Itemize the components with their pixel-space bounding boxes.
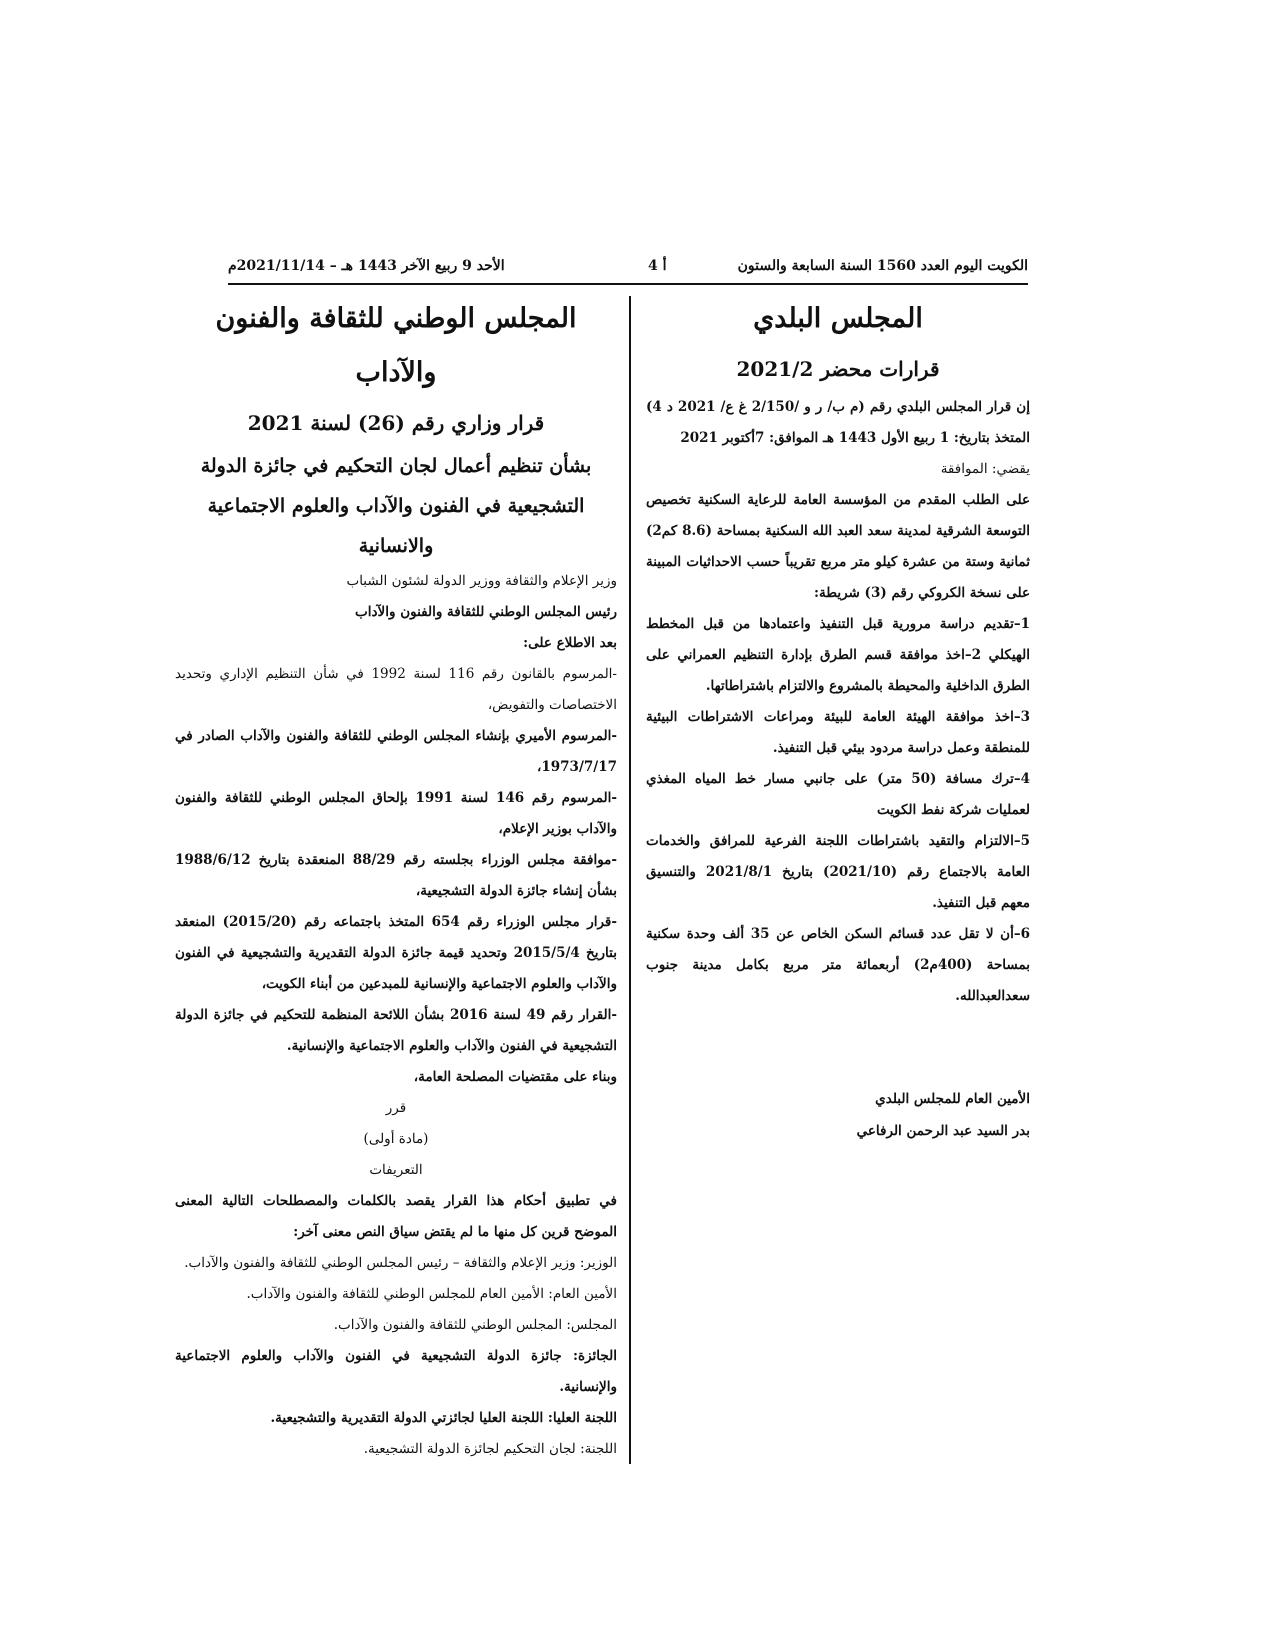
minister-line: وزير الإعلام والثقافة ووزير الدولة لشئون الشباب bbox=[346, 573, 617, 589]
ministerial-decree-title: قرار وزاري رقم (26) لسنة 2021 bbox=[247, 411, 545, 435]
reference-item: -القرار رقم 49 لسنة 2016 بشأن اللائحة المنظمة للتحكيم في جائزة الدولة التشجيعية في الفنون والآداب والعلوم الاجتماعية والإنسانية. bbox=[175, 1007, 617, 1054]
definition-item: اللجنة: لجان التحكيم لجائزة الدولة التشجيعية. bbox=[363, 1441, 617, 1457]
definition-item: الأمين العام: الأمين العام للمجلس الوطني للثقافة والفنون والآداب. bbox=[246, 1286, 617, 1302]
definitions-heading: التعريفات bbox=[369, 1162, 423, 1178]
definitions-intro: في تطبيق أحكام هذا القرار يقصد بالكلمات والمصطلحات التالية المعنى الموضح قرين كل منها ما لم يقتض سياق النص معنى آخر: bbox=[175, 1193, 617, 1240]
reference-item: -المرسوم بالقانون رقم 116 لسنة 1992 في شأن التنظيم الإداري وتحديد الاختصاصات والتفويض، bbox=[175, 666, 617, 713]
condition-item: 6–أن لا تقل عدد قسائم السكن الخاص عن 35 ألف وحدة سكنية بمساحة (400م2) أربعمائة متر مربع بكامل مدينة جنوب سعدالعبدالله. bbox=[646, 926, 1031, 1004]
condition-item: 1–تقديم دراسة مرورية قبل التنفيذ واعتمادها من قبل المخطط الهيكلي 2–اخذ موافقة قسم الطرق بإدارة التنظيم العمراني على الطرق الداخلية والمحيطة بالمشروع والالتزام باشتراطاتها. bbox=[646, 616, 1031, 694]
municipal-council-title: المجلس البلدي bbox=[753, 303, 923, 334]
header-date: الأحد 9 ربيع الآخر 1443 هـ – 2021/11/14م bbox=[228, 258, 505, 274]
culture-council-column bbox=[175, 292, 617, 1465]
page-header bbox=[228, 258, 1028, 282]
minutes-subtitle: قرارات محضر 2021/2 bbox=[736, 357, 940, 381]
culture-council-title: المجلس الوطني للثقافة والفنون والآداب bbox=[215, 303, 577, 388]
reference-item: -المرسوم الأميري بإنشاء المجلس الوطني للثقافة والفنون والآداب الصادر في 1973/7/17، bbox=[175, 728, 617, 775]
column-divider bbox=[629, 296, 631, 1464]
decision-intro: إن قرار المجلس البلدي رقم (م ب/ ر و /2/150 غ ع/ 2021 د 4) المتخذ بتاريخ: 1 ربيع الأول 1443 هـ الموافق: 7أكتوبر 2021 bbox=[646, 399, 1030, 446]
definition-item: المجلس: المجلس الوطني للثقافة والفنون والآداب. bbox=[333, 1317, 617, 1333]
condition-item: 3–اخذ موافقة الهيئة العامة للبيئة ومراعات الاشتراطات البيئية للمنطقة وعمل دراسة مردود بيئي قبل التنفيذ. bbox=[646, 709, 1030, 756]
public-interest: وبناء على مقتضيات المصلحة العامة، bbox=[413, 1069, 617, 1085]
decision-body: على الطلب المقدم من المؤسسة العامة للرعاية السكنية تخصيص التوسعة الشرقية لمدينة سعد العبد الله السكنية بمساحة (8.6 كم2) ثمانية وستة من عشرة كيلو متر مربع تقريباً حسب الاحداثيات المبينة على نسخة الكروكي رقم (3) شريطة: bbox=[646, 492, 1030, 601]
condition-item: 5–الالتزام والتقيد باشتراطات اللجنة الفرعية للمرافق والخدمات العامة بالاجتماع رقم (2021/10) بتاريخ 2021/8/1 والتنسيق معهم قبل التنفيذ. bbox=[646, 833, 1030, 911]
reference-item: -موافقة مجلس الوزراء بجلسته رقم 88/29 المنعقدة بتاريخ 1988/6/12 بشأن إنشاء جائزة الدولة التشجيعية، bbox=[175, 852, 618, 899]
article-heading: (مادة أولى) bbox=[363, 1131, 429, 1147]
president-line: رئيس المجلس الوطني للثقافة والفنون والآداب bbox=[355, 604, 617, 620]
definition-item: الوزير: وزير الإعلام والثقافة – رئيس المجلس الوطني للثقافة والفنون والآداب. bbox=[184, 1255, 617, 1271]
decree-subject: بشأن تنظيم أعمال لجان التحكيم في جائزة الدولة التشجيعية في الفنون والآداب والعلوم الاجتماعية والانسانية bbox=[200, 455, 592, 557]
decision-decides: يقضي: الموافقة bbox=[940, 461, 1030, 477]
signature-title: الأمين العام للمجلس البلدي bbox=[875, 1091, 1030, 1107]
header-rule bbox=[228, 283, 1028, 285]
municipal-council-column bbox=[646, 292, 1030, 1147]
signature-name: بدر السيد عبد الرحمن الرفاعي bbox=[856, 1123, 1030, 1139]
definition-item: اللجنة العليا: اللجنة العليا لجائزتي الدولة التقديرية والتشجيعية. bbox=[270, 1410, 617, 1426]
reference-item: -المرسوم رقم 146 لسنة 1991 بإلحاق المجلس الوطني للثقافة والفنون والآداب بوزير الإعلام، bbox=[175, 790, 617, 837]
decided-heading: قرر bbox=[385, 1100, 407, 1116]
header-publication: الكويت اليوم العدد 1560 السنة السابعة والستون bbox=[737, 258, 1028, 274]
definition-item: الجائزة: جائزة الدولة التشجيعية في الفنون والآداب والعلوم الاجتماعية والإنسانية. bbox=[175, 1348, 617, 1395]
condition-item: 4–ترك مسافة (50 متر) على جانبي مسار خط المياه المغذي لعمليات شركة نفط الكويت bbox=[646, 771, 1030, 818]
reference-item: -قرار مجلس الوزراء رقم 654 المتخذ باجتماعه رقم (2015/20) المنعقد بتاريخ 2015/5/4 وتحديد قيمة جائزة الدولة التقديرية والتشجيعية في الفنون والآداب والعلوم الاجتماعية والإنسانية للمبدعين من أبناء الكويت، bbox=[175, 914, 617, 992]
header-page-number: أ 4 bbox=[648, 258, 667, 274]
after-review: بعد الاطلاع على: bbox=[523, 635, 617, 651]
